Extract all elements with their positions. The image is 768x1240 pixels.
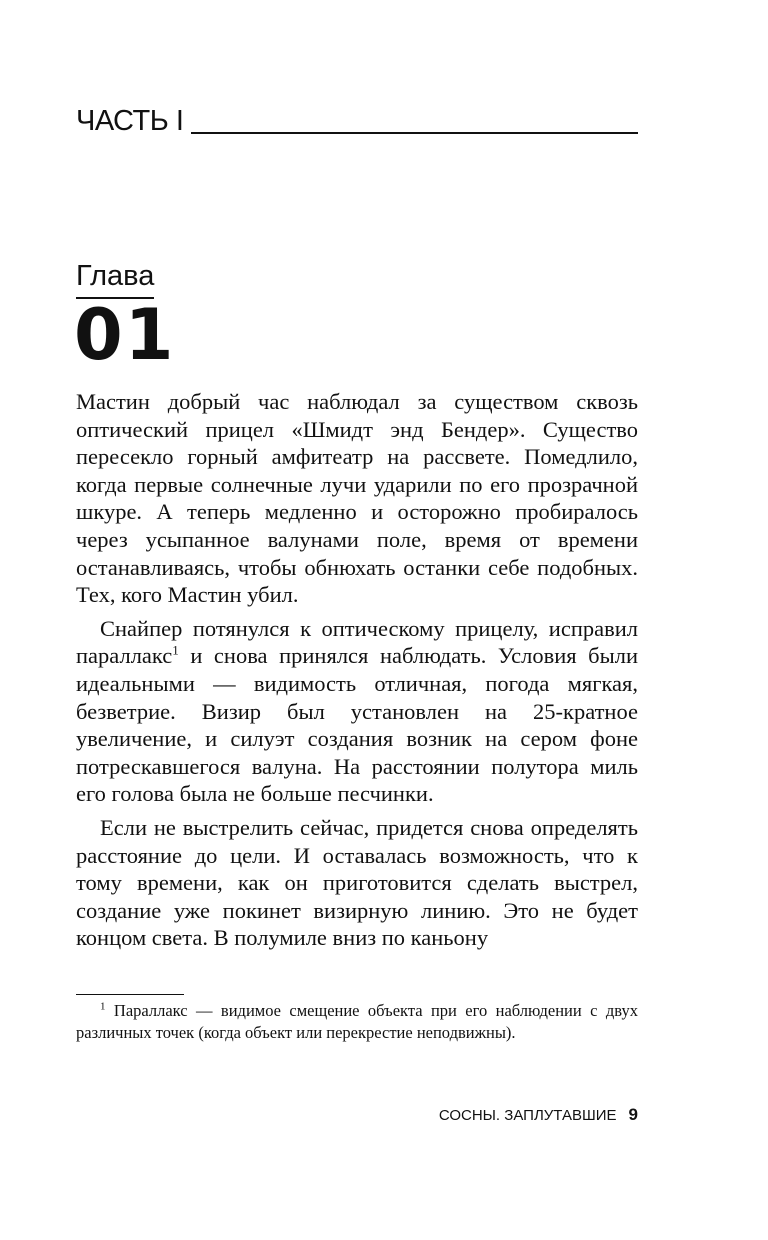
footnote-divider bbox=[76, 994, 184, 995]
paragraph-1: Мастин добрый час наблюдал за существом сквозь оптический прицел «Шмидт энд Бендер». Существо пересекло горный амфитеатр на рассвете. Помедлило, когда первые солнечные лучи ударили по его прозрачной шкуре. А теперь медленно и осторожно пробиралось через усыпанное валунами поле, время от времени останавливаясь, чтобы обнюхать останки себе подобных. Тех, кого Мастин убил. bbox=[76, 389, 638, 608]
page-number: 9 bbox=[628, 1105, 638, 1124]
footnote-marker: 1 bbox=[100, 1000, 106, 1013]
footnote bbox=[76, 1000, 638, 1044]
footnote-reference: 1 bbox=[172, 642, 179, 658]
running-title: СОСНЫ. ЗАПЛУТАВШИЕ bbox=[438, 1107, 617, 1124]
paragraph-3: Если не выстрелить сейчас, придется снова определять расстояние до цели. И оставалась возможность, что к тому времени, как он приготовится сделать выстрел, создание уже покинет визирную линию. Это не будет концом света. В полумиле вниз по каньону bbox=[76, 814, 638, 951]
paragraph-2 bbox=[76, 615, 638, 808]
chapter-body bbox=[76, 388, 638, 958]
paragraph-2-text-start: Снайпер потянулся к оптическому прицелу, исправил параллакс bbox=[76, 615, 638, 669]
part-title: ЧАСТЬ I bbox=[76, 105, 184, 137]
chapter-label: Глава bbox=[76, 262, 154, 299]
part-title-rule bbox=[191, 132, 638, 134]
part-header bbox=[76, 100, 638, 140]
chapter-number: 01 bbox=[74, 294, 176, 376]
paragraph-2-text-end: и снова принялся наблюдать. Условия были идеальными — видимость отличная, погода мягкая, безветрие. Визир был установлен на 25-кратное увеличение, и силуэт создания возник на сером фоне потрескавшегося валуна. На расстоянии полутора миль его голова была не больше песчинки. bbox=[76, 643, 638, 807]
running-footer bbox=[439, 1106, 638, 1123]
footnote-text: Параллакс — видимое смещение объекта при его наблюдении с двух различных точек (когда объект или перекрестие неподвижны). bbox=[76, 1001, 638, 1042]
